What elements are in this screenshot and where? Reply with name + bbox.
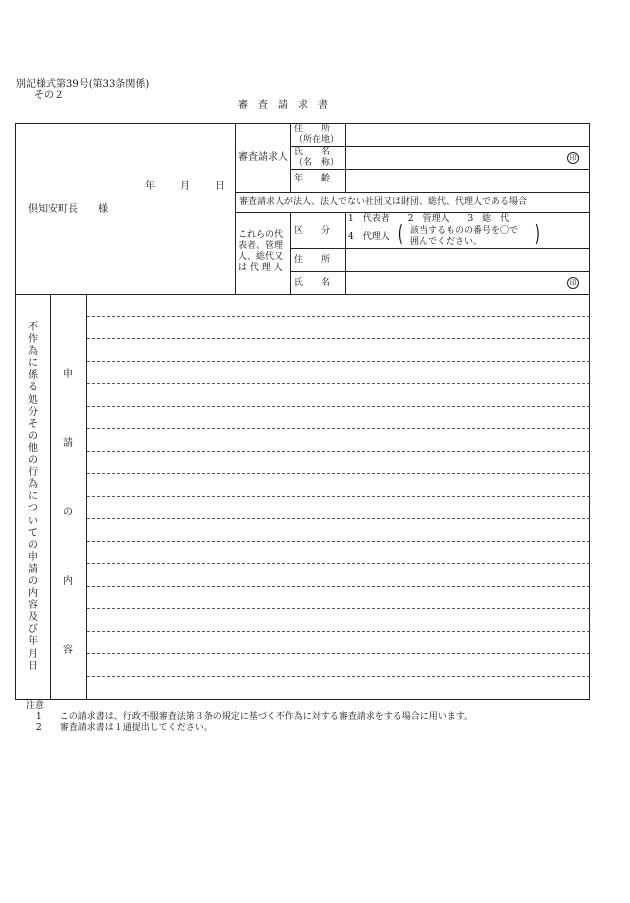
requester-address-field[interactable] [346,124,589,145]
vertical-char: て [28,527,38,539]
requester-name-field[interactable] [346,147,566,168]
seal-icon: 印 [567,277,579,289]
type-option-agent[interactable]: 4 代理人 [348,232,390,242]
vertical-char: の [28,430,38,442]
requester-group-label: 審査請求人 [238,152,288,163]
vertical-char: 不 [28,322,38,333]
date-month-label: 月 [180,181,190,192]
representative-group-label: これらの代 表者、管理 人、総代又 は 代 理 人 [238,230,284,273]
vertical-char: の [28,455,38,467]
vertical-char: 容 [28,600,38,612]
vertical-char: の [28,539,38,551]
instruction-line2: 囲んでください。 [410,237,483,247]
name-sub-label: （名 称） [294,158,340,168]
address-label: 住 所 [294,124,331,134]
application-content-label: 申 請 の 内 容 [63,369,73,656]
vertical-char: 年 [28,636,38,648]
rep-name-label: 氏 名 [294,278,331,288]
note-item: 1 この請求書は、行政不服審査法第３条の規定に基づく不作為に対する審査請求をする場合に用います。 [36,712,474,722]
recipient-name: 倶知安町長 [28,204,78,215]
vertical-char: つ [28,503,38,515]
vertical-char: 作 [28,334,38,346]
vertical-char: 処 [28,394,38,406]
page-title: 審 査 請 求 書 [238,100,328,111]
vertical-char: 及 [28,612,38,624]
rep-address-label: 住 所 [294,255,331,265]
seal-icon: 印 [567,152,579,164]
vertical-char: 行 [28,467,38,479]
date-day-label: 日 [215,181,225,192]
address-sub-label: （所在地） [294,135,340,145]
notes-heading: 注意 [26,701,45,711]
vertical-char: る [28,382,38,394]
instruction-line1: 該当するものの番号を〇で [410,226,519,236]
age-label: 年 齢 [294,174,331,184]
name-label: 氏 名 [294,147,331,157]
vertical-char: 内 [28,588,38,600]
recipient-honorific: 様 [98,204,108,215]
application-content-field[interactable] [88,296,588,698]
vertical-char: 為 [28,479,38,491]
vertical-char: 他 [28,442,38,454]
corporate-note: 審査請求人が法人、法人でない社団又は財団、総代、代理人である場合 [239,197,528,207]
left-paren-icon: ( [397,222,403,247]
omission-request-vertical-label [27,322,39,673]
form-sub-label: その２ [34,90,64,101]
vertical-char: に [28,358,38,370]
rep-name-field[interactable] [346,272,566,293]
vertical-char: 日 [28,660,38,672]
type-options-line1[interactable]: 1 代表者 2 管理人 3 総 代 [348,214,510,224]
vertical-char: 分 [28,406,38,418]
vertical-char: 請 [28,563,38,575]
rep-address-field[interactable] [346,249,589,270]
vertical-char: 為 [28,346,38,358]
date-year-label: 年 [145,181,155,192]
requester-age-field[interactable] [346,170,589,191]
vertical-char: 係 [28,370,38,382]
right-paren-icon: ) [534,222,540,247]
vertical-char: そ [28,418,38,430]
vertical-char: の [28,575,38,587]
note-item: 2 審査請求書は１通提出してください。 [36,723,213,733]
type-label: 区 分 [294,226,331,236]
vertical-char: 申 [28,551,38,563]
vertical-char: に [28,491,38,503]
vertical-char: び [28,624,38,636]
vertical-char: 月 [28,648,38,660]
vertical-char: い [28,515,38,527]
form-label: 別記様式第39号(第33条関係) [16,79,150,90]
